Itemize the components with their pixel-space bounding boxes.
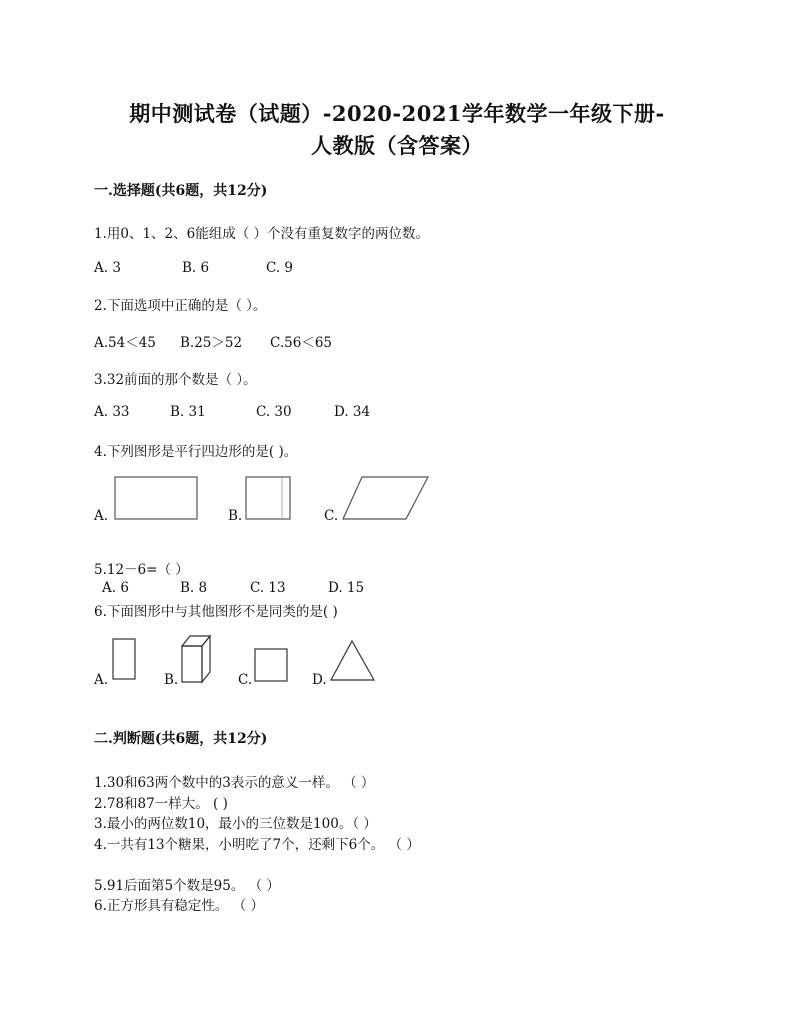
judgment-item-1: 1.30和63两个数中的3表示的意义一样。 （ ） — [94, 775, 375, 791]
question-6-option-c: C. — [238, 672, 253, 688]
question-4-option-a: A. — [94, 508, 109, 524]
question-3-text: 3.32前面的那个数是（ ）。 — [94, 372, 257, 388]
triangle-figure — [328, 638, 378, 686]
document-title-line-2: 人教版（含答案） — [311, 133, 483, 158]
thin-rectangle-figure — [110, 636, 140, 684]
question-3-option-c: C. 30 — [256, 404, 292, 420]
question-2-option-c: C.56＜65 — [270, 335, 332, 351]
question-5-option-a: A. 6 — [102, 580, 129, 596]
question-6-option-b: B. — [164, 672, 179, 688]
judgment-item-2: 2.78和87一样大。 ( ) — [94, 796, 228, 812]
section-heading-true-false: 二.判断题(共6题，共12分) — [94, 731, 268, 747]
question-3-option-a: A. 33 — [94, 404, 130, 420]
section-heading-choice: 一.选择题(共6题，共12分) — [94, 183, 268, 199]
parallelogram-figure — [340, 474, 432, 522]
question-5-text: 5.12－6=（ ） — [94, 562, 189, 578]
question-5-option-d: D. 15 — [328, 580, 365, 596]
question-1-option-c: C. 9 — [266, 260, 294, 276]
question-3-option-b: B. 31 — [170, 404, 206, 420]
judgment-item-4: 4.一共有13个糖果，小明吃了7个，还剩下6个。 （ ） — [94, 837, 420, 853]
judgment-item-5: 5.91后面第5个数是95。 （ ） — [94, 878, 280, 894]
question-3-option-d: D. 34 — [334, 404, 371, 420]
question-4-option-c: C. — [324, 508, 339, 524]
square-outline-figure — [252, 646, 292, 686]
judgment-item-6: 6.正方形具有稳定性。 （ ） — [94, 898, 264, 914]
question-6-option-a: A. — [94, 672, 109, 688]
question-6-text: 6.下面图形中与其他图形不是同类的是( ) — [94, 604, 338, 620]
rectangle-figure — [112, 474, 200, 522]
question-6-option-d: D. — [312, 672, 327, 688]
judgment-item-3: 3.最小的两位数10，最小的三位数是100。（ ） — [94, 816, 377, 832]
question-4-option-b: B. — [228, 508, 243, 524]
question-4-text: 4.下列图形是平行四边形的是( )。 — [94, 444, 298, 460]
question-5-option-c: C. 13 — [250, 580, 286, 596]
question-2-text: 2.下面选项中正确的是（ ）。 — [94, 298, 267, 314]
question-1-option-a: A. 3 — [94, 260, 121, 276]
question-1-option-b: B. 6 — [182, 260, 210, 276]
question-2-option-a: A.54＜45 — [94, 335, 156, 351]
square-figure — [242, 474, 294, 522]
question-2-option-b: B.25＞52 — [180, 335, 243, 351]
cuboid-figure — [178, 632, 216, 686]
question-5-option-b: B. 8 — [180, 580, 208, 596]
document-title-line-1: 期中测试卷（试题）-2020-2021学年数学一年级下册- — [129, 101, 665, 126]
question-1-text: 1.用0、1、2、6能组成（ ）个没有重复数字的两位数。 — [94, 226, 430, 242]
